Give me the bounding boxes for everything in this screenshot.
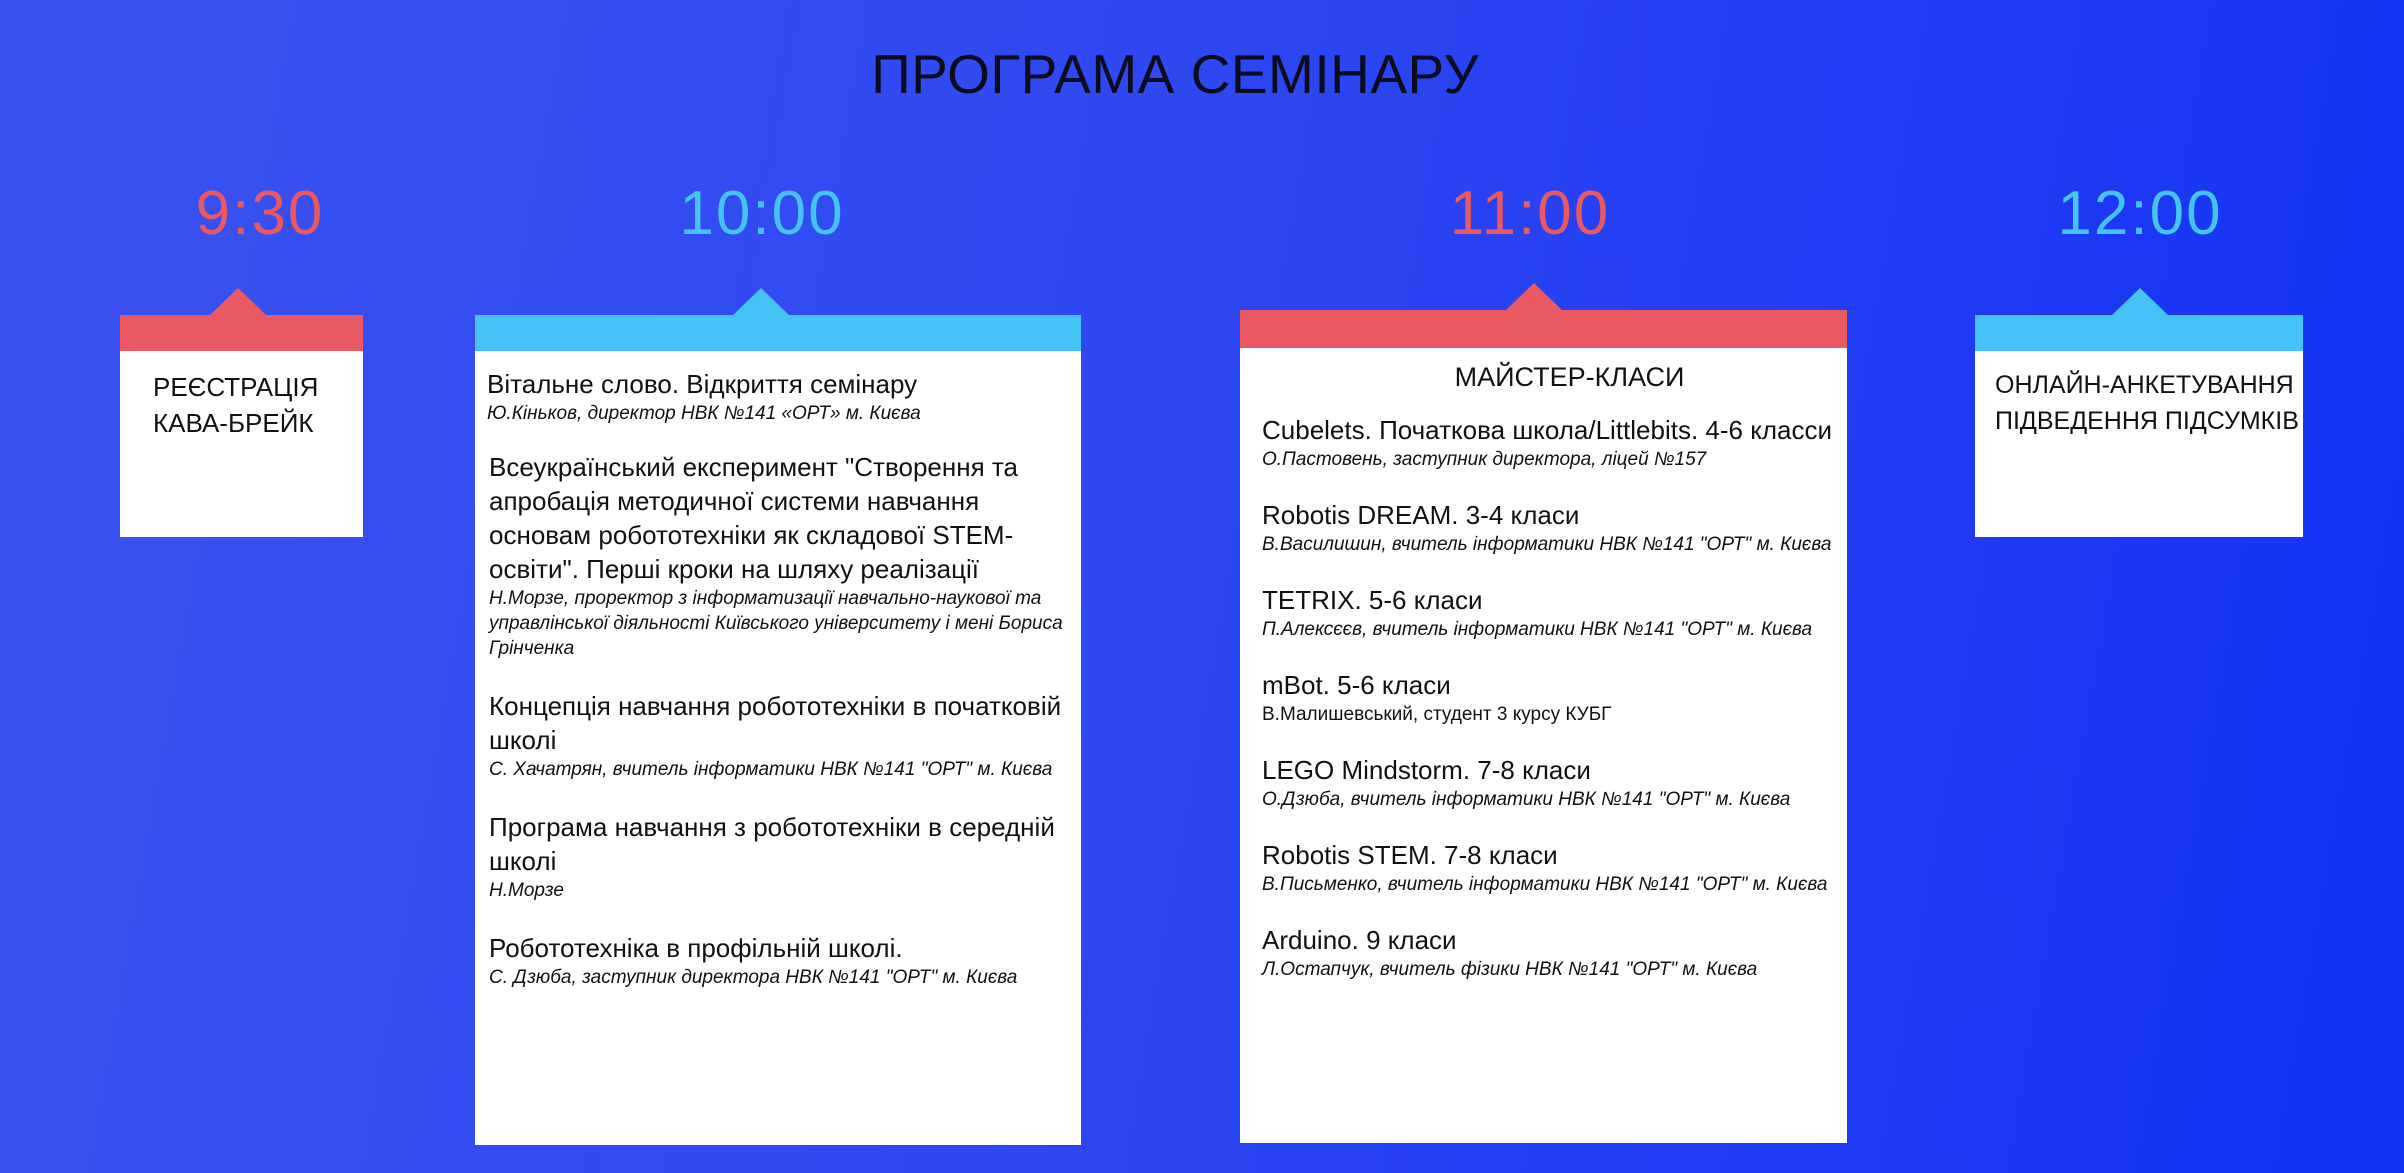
pointer-arrow: [1506, 283, 1562, 310]
item-title: Robotis DREAM. 3-4 класи: [1262, 500, 1580, 530]
list-item: [1262, 753, 1837, 812]
item-author: О.Пастовень, заступник директора, ліцей №157: [1262, 449, 1707, 470]
item-author: Л.Остапчук, вчитель фізики НВК №141 "ОРТ" м. Києва: [1262, 959, 1758, 980]
time-label-930: 9:30: [195, 179, 325, 248]
list-item: [1262, 668, 1837, 727]
card-line: РЕЄСТРАЦІЯ: [153, 372, 319, 402]
item-title: Robotis STEM. 7-8 класи: [1262, 840, 1558, 870]
time-label-1100: 11:00: [1449, 179, 1611, 248]
item-author: С. Хачатрян, вчитель інформатики НВК №141 "ОРТ" м. Києва: [489, 759, 1053, 780]
item-author: П.Алексєєв, вчитель інформатики НВК №141 "ОРТ" м. Києва: [1262, 619, 1813, 640]
item-author: В.Малишевський, студент 3 курсу КУБГ: [1262, 704, 1612, 725]
card-header-bar: [475, 315, 1081, 351]
list-item: [1262, 838, 1837, 897]
schedule-card-930: [120, 315, 363, 537]
pointer-arrow: [210, 288, 266, 315]
masterclass-heading: МАЙСТЕР-КЛАСИ: [1454, 362, 1685, 392]
card-line: КАВА-БРЕЙК: [153, 408, 314, 438]
page-title: ПРОГРАМА СЕМІНАРУ: [871, 43, 1479, 105]
card-header-bar: [1240, 310, 1847, 348]
list-item: [1262, 413, 1837, 472]
card-body: [120, 351, 363, 537]
list-item: [489, 810, 1067, 903]
card-line: ОНЛАЙН-АНКЕТУВАННЯ: [1995, 371, 2294, 399]
item-author: Ю.Кіньков, директор НВК №141 «ОРТ» м. Києва: [487, 403, 921, 424]
item-title: Всеукраїнський експеримент "Створення та апробація методичної системи навчання основам робототехніки як складової STEM-освіти". Перші кроки на шляху реалізації: [489, 452, 1018, 584]
list-item: [489, 450, 1067, 661]
card-header-bar: [120, 315, 363, 351]
item-title: Програма навчання з робототехніки в середній школі: [489, 812, 1055, 876]
pointer-arrow: [733, 288, 789, 315]
item-author: Н.Морзе: [489, 880, 564, 901]
schedule-card-1100: [1240, 310, 1847, 1143]
time-label-1200: 12:00: [2057, 179, 2223, 248]
list-item: [489, 689, 1067, 782]
card-line: ПІДВЕДЕННЯ ПІДСУМКІВ: [1995, 407, 2299, 435]
list-item: [487, 367, 1067, 426]
pointer-arrow: [2112, 288, 2168, 315]
item-author: В.Письменко, вчитель інформатики НВК №141 "ОРТ" м. Києва: [1262, 874, 1828, 895]
card-body: [1240, 348, 1847, 1143]
card-header-bar: [1975, 315, 2303, 351]
item-title: Вітальне слово. Відкриття семінару: [487, 369, 918, 399]
item-author: О.Дзюба, вчитель інформатики НВК №141 "ОРТ" м. Києва: [1262, 789, 1791, 810]
list-item: [1262, 923, 1837, 982]
item-author: С. Дзюба, заступник директора НВК №141 "ОРТ" м. Києва: [489, 967, 1018, 988]
card-body: [475, 351, 1081, 1145]
list-item: [1262, 498, 1837, 557]
schedule-card-1200: [1975, 315, 2303, 537]
list-item: [1262, 583, 1837, 642]
item-title: LEGO Mindstorm. 7-8 класи: [1262, 755, 1591, 785]
item-title: mBot. 5-6 класи: [1262, 670, 1451, 700]
card-body: [1975, 351, 2303, 537]
time-label-1000: 10:00: [679, 179, 845, 248]
schedule-card-1000: [475, 315, 1081, 1145]
item-author: Н.Морзе, проректор з інформатизації навчально-наукової та управлінської діяльності Київського університету і мені Бориса Грінченка: [489, 588, 1063, 659]
item-title: Arduino. 9 класи: [1262, 925, 1457, 955]
item-title: Робототехніка в профільній школі.: [489, 933, 903, 963]
item-title: Концепція навчання робототехніки в початковій школі: [489, 691, 1062, 755]
item-author: В.Василишин, вчитель інформатики НВК №141 "ОРТ" м. Києва: [1262, 534, 1832, 555]
list-item: [489, 931, 1067, 990]
item-title: TETRIX. 5-6 класи: [1262, 585, 1483, 615]
item-title: Cubelets. Початкова школа/Littlebits. 4-6 класси: [1262, 415, 1833, 445]
